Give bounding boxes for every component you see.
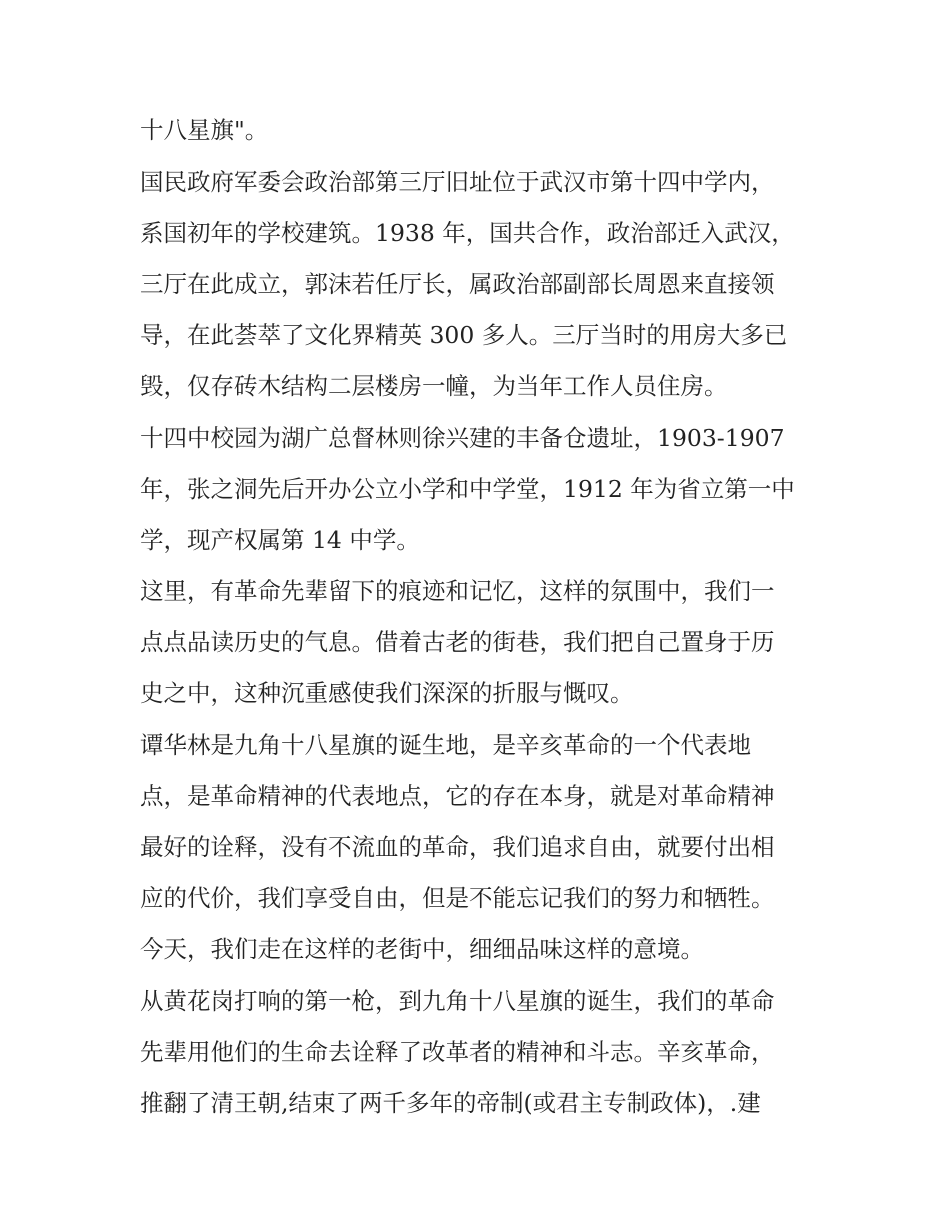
text-line: 三厅在此成立，郭沫若任厅长，属政治部副部长周恩来直接领 bbox=[140, 270, 775, 298]
text-line: 史之中，这种沉重感使我们深深的折服与慨叹。 bbox=[140, 679, 634, 707]
text-line: 这里，有革命先辈留下的痕迹和记忆，这样的氛围中，我们一 bbox=[140, 577, 775, 605]
text-line: 今天，我们走在这样的老街中，细细品味这样的意境。 bbox=[140, 935, 704, 963]
text-line: 推翻了清王朝,结束了两千多年的帝制(或君主专制政体)，.建 bbox=[140, 1089, 761, 1117]
text-line: 点，是革命精神的代表地点，它的存在本身，就是对革命精神 bbox=[140, 782, 775, 810]
text-line: 毁，仅存砖木结构二层楼房一幢，为当年工作人员住房。 bbox=[140, 372, 728, 400]
text-line: 从黄花岗打响的第一枪，到九角十八星旗的诞生，我们的革命 bbox=[140, 987, 775, 1015]
text-line: 最好的诠释，没有不流血的革命，我们追求自由，就要付出相 bbox=[140, 833, 775, 861]
text-line: 应的代价，我们享受自由，但是不能忘记我们的努力和牺牲。 bbox=[140, 884, 775, 912]
text-line: 导，在此荟萃了文化界精英 300 多人。三厅当时的用房大多已 bbox=[140, 321, 788, 349]
text-line: 十四中校园为湖广总督林则徐兴建的丰备仓遗址，1903-1907 bbox=[140, 424, 785, 452]
text-line: 年，张之洞先后开办公立小学和中学堂，1912 年为省立第一中 bbox=[140, 475, 795, 503]
text-line: 国民政府军委会政治部第三厅旧址位于武汉市第十四中学内， bbox=[140, 168, 775, 196]
text-line: 十八星旗"。 bbox=[140, 116, 269, 144]
text-line: 谭华林是九角十八星旗的诞生地，是辛亥革命的一个代表地 bbox=[140, 731, 751, 759]
text-line: 先辈用他们的生命去诠释了改革者的精神和斗志。辛亥革命， bbox=[140, 1038, 775, 1066]
text-line: 点点品读历史的气息。借着古老的街巷，我们把自己置身于历 bbox=[140, 628, 775, 656]
text-line: 系国初年的学校建筑。1938 年，国共合作，政治部迁入武汉， bbox=[140, 219, 795, 247]
text-line: 学，现产权属第 14 中学。 bbox=[140, 526, 420, 554]
